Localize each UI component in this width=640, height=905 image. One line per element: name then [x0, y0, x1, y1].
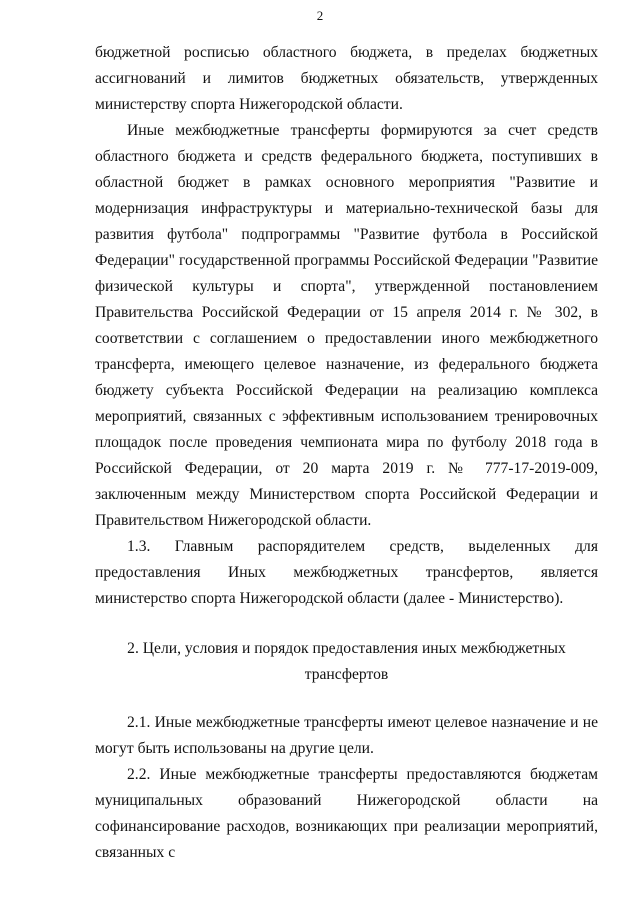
spacer	[95, 612, 598, 636]
paragraph-2-2-provision: 2.2. Иные межбюджетные трансферты предоставляются бюджетам муниципальных образований Нижегородской области на софинансирование расходов, возникающих при реализации мероприятий, связанных с	[95, 766, 598, 861]
document-body	[95, 40, 598, 866]
page-number: 2	[316, 8, 324, 23]
section-2-heading	[95, 636, 598, 688]
spacer	[95, 688, 598, 710]
section-2-heading-line-1: 2. Цели, условия и порядок предоставления иных межбюджетных	[127, 640, 566, 657]
paragraph-transfer-sources: Иные межбюджетные трансферты формируются за счет средств областного бюджета и средств федерального бюджета, поступивших в областной бюджет в рамках основного мероприятия "Развитие и модернизация инфраструктуры и материально-технической базы для развития футбола" подпрограммы "Развитие футбола в Российской Федерации" государственной программы Российской Федерации "Развитие физической культуры и спорта", утвержденной постановлением Правительства Российской Федерации от 15 апреля 2014 г. № 302, в соответствии с соглашением о предоставлении иного межбюджетного трансферта, имеющего целевое назначение, из федерального бюджета бюджету субъекта Российской Федерации на реализацию комплекса мероприятий, связанных с эффективным использованием тренировочных площадок после проведения чемпионата мира по футболу 2018 года в Российской Федерации, от 20 марта 2019 г. № 777-17-2019-009, заключенным между Министерством спорта Российской Федерации и Правительством Нижегородской области.	[95, 122, 598, 529]
section-2-heading-line-2: трансфертов	[304, 666, 389, 683]
paragraph-1-3-main-manager: 1.3. Главным распорядителем средств, выделенных для предоставления Иных межбюджетных трансфертов, является министерство спорта Нижегородской области (далее - Министерство).	[95, 538, 598, 607]
paragraph-2-1-purpose: 2.1. Иные межбюджетные трансферты имеют целевое назначение и не могут быть использованы на другие цели.	[95, 714, 598, 757]
paragraph-budget-schedule: бюджетной росписью областного бюджета, в пределах бюджетных ассигнований и лимитов бюджетных обязательств, утвержденных министерству спорта Нижегородской области.	[95, 44, 598, 113]
